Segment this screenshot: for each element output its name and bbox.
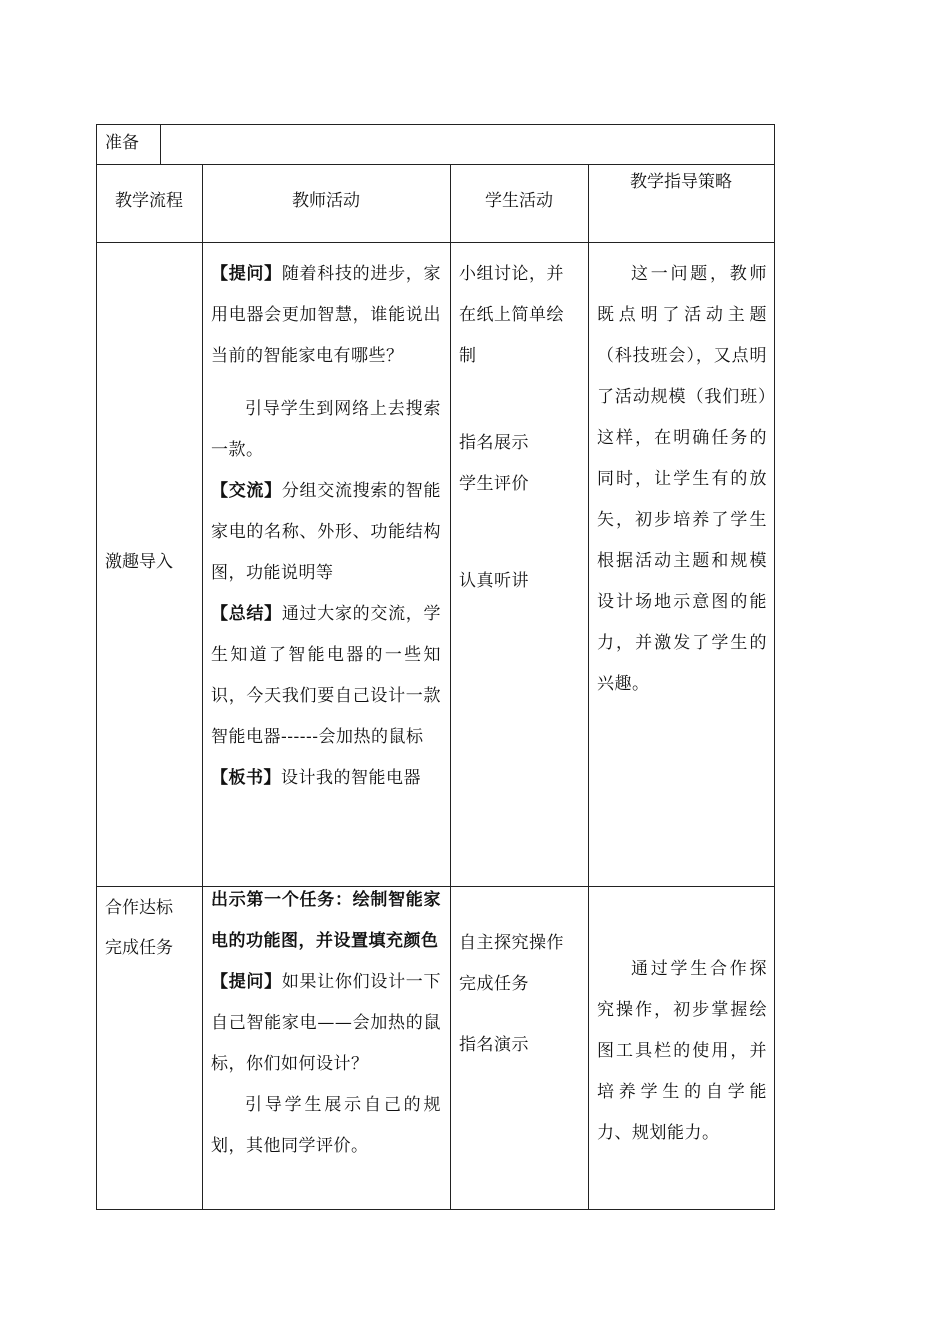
- table-rule: [588, 164, 589, 1210]
- teacher-activity-cell: [211, 254, 441, 799]
- paragraph-text: 通过大家的交流，学生知道了智能电器的一些知识，今天我们要自己设计一款智能电器------会加热的鼠标: [211, 604, 442, 747]
- stage-label: [105, 888, 173, 968]
- table-rule: [96, 164, 775, 165]
- student-activity-text: 指名展示: [459, 433, 529, 453]
- teacher-paragraph: [211, 1085, 441, 1167]
- paragraph-text: 引导学生展示自己的规划，其他同学评价。: [211, 1095, 441, 1156]
- table-rule: [160, 124, 161, 164]
- teacher-paragraph: [211, 471, 441, 594]
- table-border-right: [774, 124, 775, 1210]
- table-border-bottom: [96, 1209, 775, 1210]
- header-strategy: 教学指导策略: [630, 172, 732, 192]
- student-activity-cell: [459, 254, 581, 602]
- teacher-paragraph: [211, 594, 441, 758]
- header-student: 学生活动: [485, 191, 553, 211]
- paragraph-text: 随着科技的进步，家用电器会更加智慧，谁能说出当前的智能家电有哪些？: [211, 264, 442, 366]
- header-flow: 教学流程: [115, 191, 183, 211]
- paragraph-text: 分组交流搜索的智能家电的名称、外形、功能结构图，功能说明等: [211, 481, 442, 583]
- student-activity-cell: [459, 923, 581, 1066]
- tag-blackboard: 【板书】: [211, 768, 281, 788]
- teacher-paragraph: [211, 389, 441, 471]
- table-rule: [450, 164, 451, 1210]
- stage-label: 激趣导入: [105, 552, 173, 572]
- strategy-text: 通过学生合作探究操作，初步掌握绘图工具栏的使用，并培养学生的自学能力、规划能力。: [597, 959, 767, 1143]
- teacher-activity-cell: [211, 880, 441, 1167]
- table-border-top: [96, 124, 775, 125]
- task-title: 出示第一个任务：绘制智能家电的功能图，并设置填充颜色: [211, 890, 441, 951]
- header-teacher: 教师活动: [292, 191, 360, 211]
- prep-label: 准备: [105, 133, 139, 153]
- tag-summary: 【总结】: [211, 604, 282, 624]
- paragraph-text: 如果让你们设计一下自己智能家电——会加热的鼠标，你们如何设计？: [211, 972, 442, 1074]
- paragraph-text: 设计我的智能电器: [281, 768, 421, 788]
- student-activity-text: 认真听讲: [459, 571, 529, 591]
- stage-label-line: 完成任务: [105, 938, 173, 958]
- tag-exchange: 【交流】: [211, 481, 282, 501]
- table-border-left: [96, 124, 97, 1210]
- student-activity-text: 指名演示: [459, 1035, 529, 1055]
- table-rule: [96, 242, 775, 243]
- student-activity-text: 自主探究操作完成任务: [459, 933, 564, 994]
- tag-question: 【提问】: [211, 972, 282, 992]
- paragraph-text: 引导学生到网络上去搜索一款。: [211, 399, 441, 460]
- teacher-paragraph: [211, 758, 441, 799]
- teacher-paragraph: [211, 962, 441, 1085]
- table-rule: [202, 164, 203, 1210]
- student-activity-text: 小组讨论，并在纸上简单绘制: [459, 264, 564, 366]
- stage-label-line: 合作达标: [105, 898, 173, 918]
- strategy-text: 这一问题，教师既点明了活动主题（科技班会），又点明了活动规模（我们班）这样，在明确任务的同时，让学生有的放矢，初步培养了学生根据活动主题和规模设计场地示意图的能力，并激发了学生的兴趣。: [597, 264, 767, 694]
- teacher-paragraph: [211, 254, 441, 377]
- tag-question: 【提问】: [211, 264, 282, 284]
- student-activity-text: 学生评价: [459, 474, 529, 494]
